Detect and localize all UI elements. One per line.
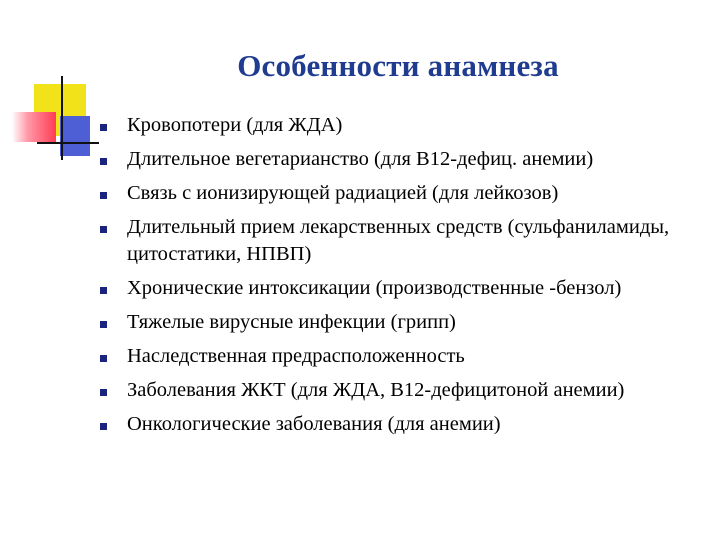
list-item-text: Тяжелые вирусные инфекции (грипп) — [127, 311, 456, 333]
square-bullet-icon — [100, 287, 107, 294]
list-item-text: Наследственная предрасположенность — [127, 345, 465, 367]
square-bullet-icon — [100, 192, 107, 199]
list-item — [97, 377, 717, 404]
square-bullet-icon — [100, 355, 107, 362]
list-item — [97, 214, 717, 268]
list-item-text: Заболевания ЖКТ (для ЖДА, В12-дефицитоной анемии) — [127, 379, 625, 401]
square-bullet-icon — [100, 158, 107, 165]
square-bullet-icon — [100, 389, 107, 396]
list-item-text: Длительное вегетарианство (для В12-дефиц. анемии) — [127, 148, 594, 170]
list-item — [97, 411, 717, 438]
list-item-text: Длительный прием лекарственных средств (сульфаниламиды, цитостатики, НПВП) — [127, 216, 670, 265]
list-item — [97, 146, 717, 173]
list-item — [97, 112, 717, 139]
list-item — [97, 343, 717, 370]
ornament-horizontal-line — [37, 142, 99, 144]
list-item-text: Хронические интоксикации (производственные -бензол) — [127, 277, 622, 299]
ornament-red-bar — [12, 112, 56, 142]
list-item-text: Кровопотери (для ЖДА) — [127, 114, 343, 136]
list-item — [97, 180, 717, 207]
square-bullet-icon — [100, 226, 107, 233]
slide-title: Особенности анамнеза — [237, 48, 559, 83]
list-item-text: Связь с ионизирующей радиацией (для лейкозов) — [127, 182, 559, 204]
list-item — [97, 275, 717, 302]
bullet-list — [97, 112, 717, 445]
list-item-text: Онкологические заболевания (для анемии) — [127, 413, 501, 435]
list-item — [97, 309, 717, 336]
square-bullet-icon — [100, 423, 107, 430]
square-bullet-icon — [100, 321, 107, 328]
ornament-vertical-line — [61, 76, 63, 160]
ornament-blue-square — [60, 116, 90, 156]
square-bullet-icon — [100, 124, 107, 131]
corner-ornament — [0, 0, 100, 170]
